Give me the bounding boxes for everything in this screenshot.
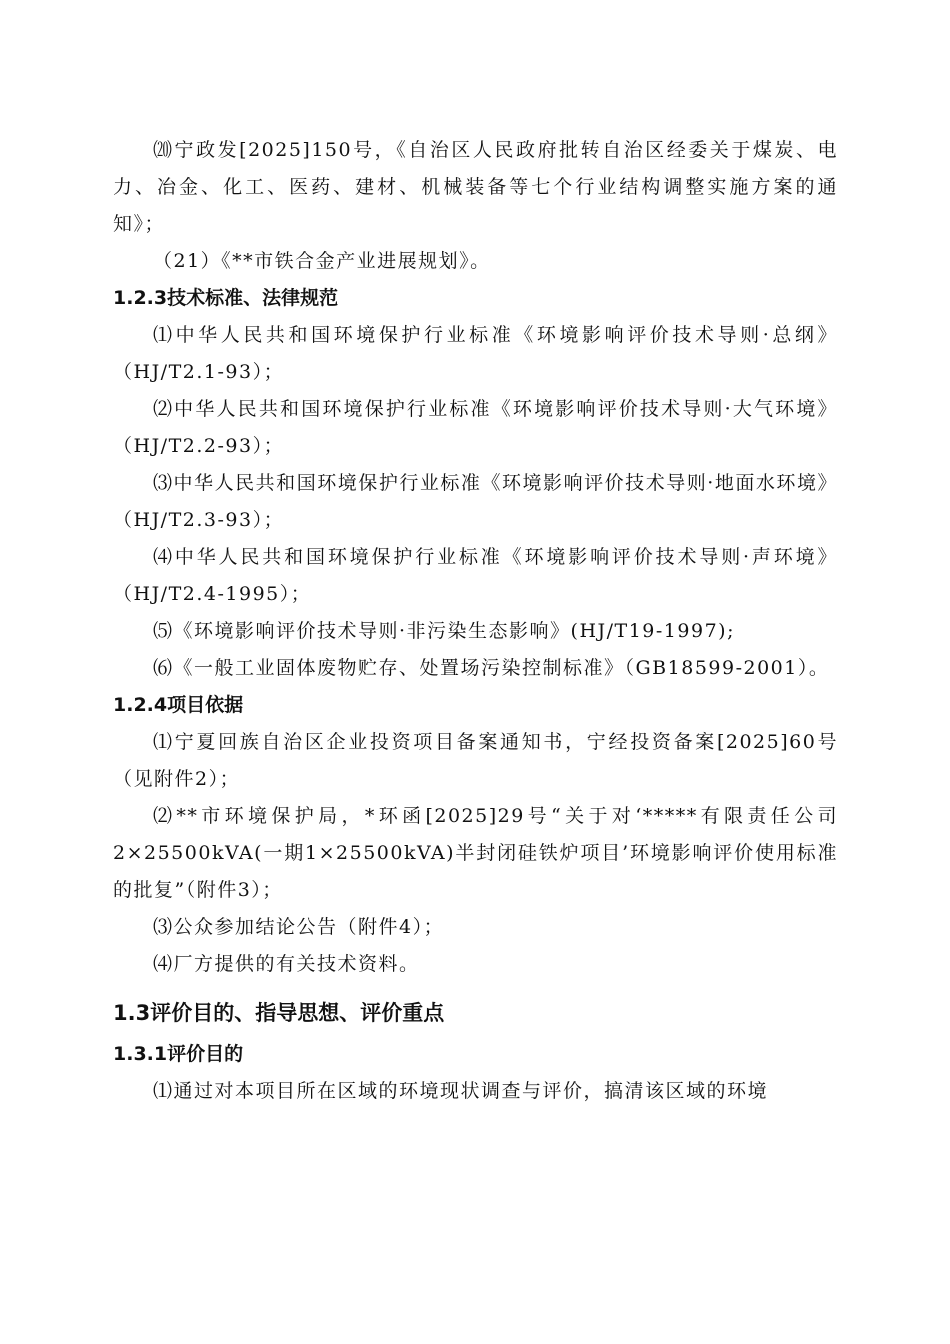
list-item: ⑴中华人民共和国环境保护行业标准《环境影响评价技术导则·总纲》（HJ/T2.1-93）； bbox=[113, 324, 838, 383]
list-item: ⑴宁夏回族自治区企业投资项目备案通知书，宁经投资备案[2025]60号（见附件2）； bbox=[113, 731, 838, 790]
section-heading-1-2-3: 1.2.3技术标准、法律规范 bbox=[113, 287, 339, 309]
list-item: ⑹《一般工业固体废物贮存、处置场污染控制标准》（GB18599-2001）。 bbox=[153, 657, 830, 679]
list-item: ⑷中华人民共和国环境保护行业标准《环境影响评价技术导则·声环境》（HJ/T2.4-1995）； bbox=[113, 546, 838, 605]
list-item: ⑷厂方提供的有关技术资料。 bbox=[153, 953, 420, 975]
paragraph-20: ⒇宁政发[2025]150号，《自治区人民政府批转自治区经委关于煤炭、电力、冶金、化工、医药、建材、机械装备等七个行业结构调整实施方案的通知》； bbox=[113, 139, 838, 235]
list-item: ⑸《环境影响评价技术导则·非污染生态影响》(HJ/T19-1997); bbox=[153, 620, 735, 642]
list-item: ⑵**市环境保护局，*环函[2025]29号“关于对‘*****有限责任公司2×25500kVA(一期1×25500kVA)半封闭硅铁炉项目’环境影响评价使用标准的批复”（附件3）； bbox=[113, 805, 838, 901]
section-heading-1-3: 1.3评价目的、指导思想、评价重点 bbox=[113, 1001, 445, 1025]
list-item: ⑵中华人民共和国环境保护行业标准《环境影响评价技术导则·大气环境》（HJ/T2.2-93）； bbox=[113, 398, 838, 457]
paragraph-21: （21）《**市铁合金产业进展规划》。 bbox=[153, 250, 491, 272]
list-item: ⑶公众参加结论公告（附件4）； bbox=[153, 916, 445, 938]
section-heading-1-2-4: 1.2.4项目依据 bbox=[113, 694, 244, 716]
spacer bbox=[113, 983, 838, 989]
section-heading-1-3-1: 1.3.1评价目的 bbox=[113, 1043, 244, 1065]
list-item: ⑴通过对本项目所在区域的环境现状调查与评价，搞清该区域的环境 bbox=[153, 1080, 769, 1102]
list-item: ⑶中华人民共和国环境保护行业标准《环境影响评价技术导则·地面水环境》（HJ/T2.3-93）； bbox=[113, 472, 838, 531]
document-body bbox=[113, 132, 838, 1110]
